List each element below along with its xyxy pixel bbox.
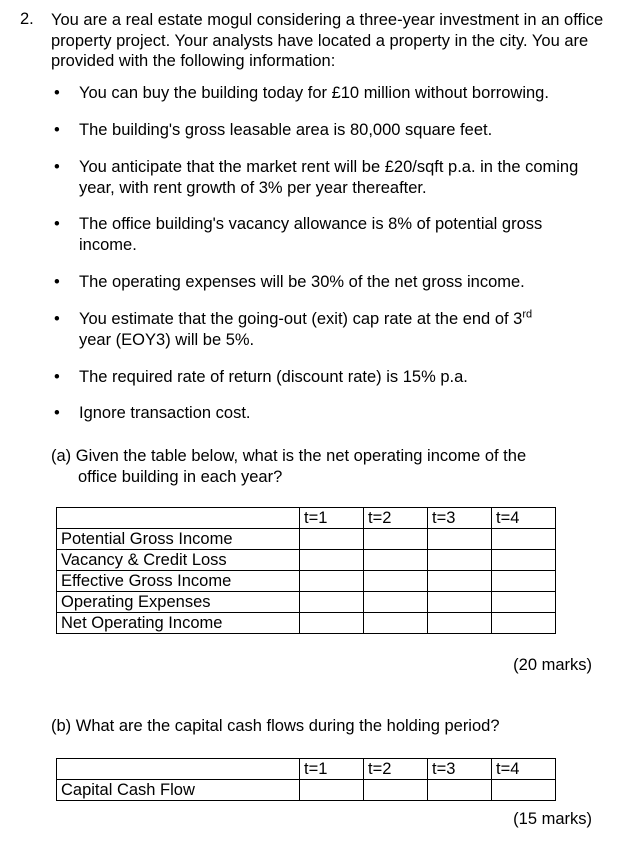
bullet-icon: • bbox=[54, 404, 60, 422]
table-cell[interactable] bbox=[300, 592, 364, 613]
row-label: Capital Cash Flow bbox=[57, 780, 300, 801]
column-header: t=4 bbox=[492, 759, 556, 780]
table-cell[interactable] bbox=[428, 780, 492, 801]
bullet-icon: • bbox=[54, 158, 60, 176]
table-row bbox=[57, 592, 556, 613]
row-label: Operating Expenses bbox=[57, 592, 300, 613]
part-b-question: (b) What are the capital cash flows during the holding period? bbox=[51, 717, 500, 735]
bullet-icon: • bbox=[54, 273, 60, 291]
table-cell[interactable] bbox=[492, 780, 556, 801]
part-a-question bbox=[51, 446, 591, 487]
table-cell[interactable] bbox=[300, 529, 364, 550]
part-a-marks: (20 marks) bbox=[513, 656, 592, 674]
table-cell[interactable] bbox=[492, 550, 556, 571]
bullet-text-tail: year (EOY3) will be 5%. bbox=[79, 330, 255, 349]
table-corner-cell bbox=[57, 759, 300, 780]
table-cell[interactable] bbox=[300, 613, 364, 634]
ordinal-suffix: rd bbox=[522, 308, 533, 321]
table-cell[interactable] bbox=[364, 613, 428, 634]
row-label: Potential Gross Income bbox=[57, 529, 300, 550]
column-header: t=2 bbox=[364, 759, 428, 780]
table-cell[interactable] bbox=[300, 780, 364, 801]
bullet-text: The building's gross leasable area is 80,000 square feet. bbox=[79, 121, 493, 139]
table-cell[interactable] bbox=[428, 550, 492, 571]
column-header: t=4 bbox=[492, 508, 556, 529]
table-cell[interactable] bbox=[364, 529, 428, 550]
table-cell[interactable] bbox=[364, 550, 428, 571]
table-row bbox=[57, 613, 556, 634]
bullet-icon: • bbox=[54, 215, 60, 233]
table-cell[interactable] bbox=[492, 529, 556, 550]
table-row bbox=[57, 571, 556, 592]
bullet-text: You anticipate that the market rent will be £20/sqft p.a. in the coming year, with rent growth of 3% per year thereafter. bbox=[79, 158, 579, 197]
part-a-line1: (a) Given the table below, what is the net operating income of the bbox=[51, 447, 527, 465]
table-row bbox=[57, 550, 556, 571]
bullet-text-main: You estimate that the going-out (exit) cap rate at the end of 3 bbox=[79, 310, 523, 328]
table-row bbox=[57, 780, 556, 801]
part-a-line2: office building in each year? bbox=[78, 467, 283, 486]
table-cell[interactable] bbox=[428, 529, 492, 550]
column-header: t=1 bbox=[300, 508, 364, 529]
column-header: t=2 bbox=[364, 508, 428, 529]
bullet-text: The required rate of return (discount rate) is 15% p.a. bbox=[79, 368, 468, 386]
table-corner-cell bbox=[57, 508, 300, 529]
column-header: t=3 bbox=[428, 759, 492, 780]
bullet-text: You can buy the building today for £10 million without borrowing. bbox=[79, 84, 549, 102]
table-row bbox=[57, 529, 556, 550]
bullet-icon: • bbox=[54, 121, 60, 139]
column-header: t=1 bbox=[300, 759, 364, 780]
table-cell[interactable] bbox=[492, 571, 556, 592]
bullet-text: The operating expenses will be 30% of the net gross income. bbox=[79, 273, 525, 291]
row-label: Net Operating Income bbox=[57, 613, 300, 634]
bullet-icon: • bbox=[54, 310, 60, 328]
table-cell[interactable] bbox=[364, 592, 428, 613]
table-cell[interactable] bbox=[428, 571, 492, 592]
table-cell[interactable] bbox=[364, 780, 428, 801]
noi-table bbox=[56, 507, 556, 634]
question-number: 2. bbox=[20, 10, 34, 28]
bullet-text: Ignore transaction cost. bbox=[79, 404, 251, 422]
capital-cash-flow-table bbox=[56, 758, 556, 801]
column-header: t=3 bbox=[428, 508, 492, 529]
table-cell[interactable] bbox=[300, 571, 364, 592]
bullet-icon: • bbox=[54, 368, 60, 386]
table-cell[interactable] bbox=[492, 592, 556, 613]
row-label: Vacancy & Credit Loss bbox=[57, 550, 300, 571]
table-cell[interactable] bbox=[300, 550, 364, 571]
bullet-text: The office building's vacancy allowance is 8% of potential gross income. bbox=[79, 215, 543, 254]
bullet-icon: • bbox=[54, 84, 60, 102]
table-header-row bbox=[57, 508, 556, 529]
table-cell[interactable] bbox=[428, 613, 492, 634]
table-cell[interactable] bbox=[364, 571, 428, 592]
bullet-text bbox=[79, 309, 604, 350]
table-cell[interactable] bbox=[492, 613, 556, 634]
table-cell[interactable] bbox=[428, 592, 492, 613]
table-header-row bbox=[57, 759, 556, 780]
part-b-marks: (15 marks) bbox=[513, 810, 592, 828]
row-label: Effective Gross Income bbox=[57, 571, 300, 592]
question-intro: You are a real estate mogul considering a three-year investment in an office property project. Your analysts have located a property in the city. You are provided with the following information: bbox=[51, 11, 604, 70]
